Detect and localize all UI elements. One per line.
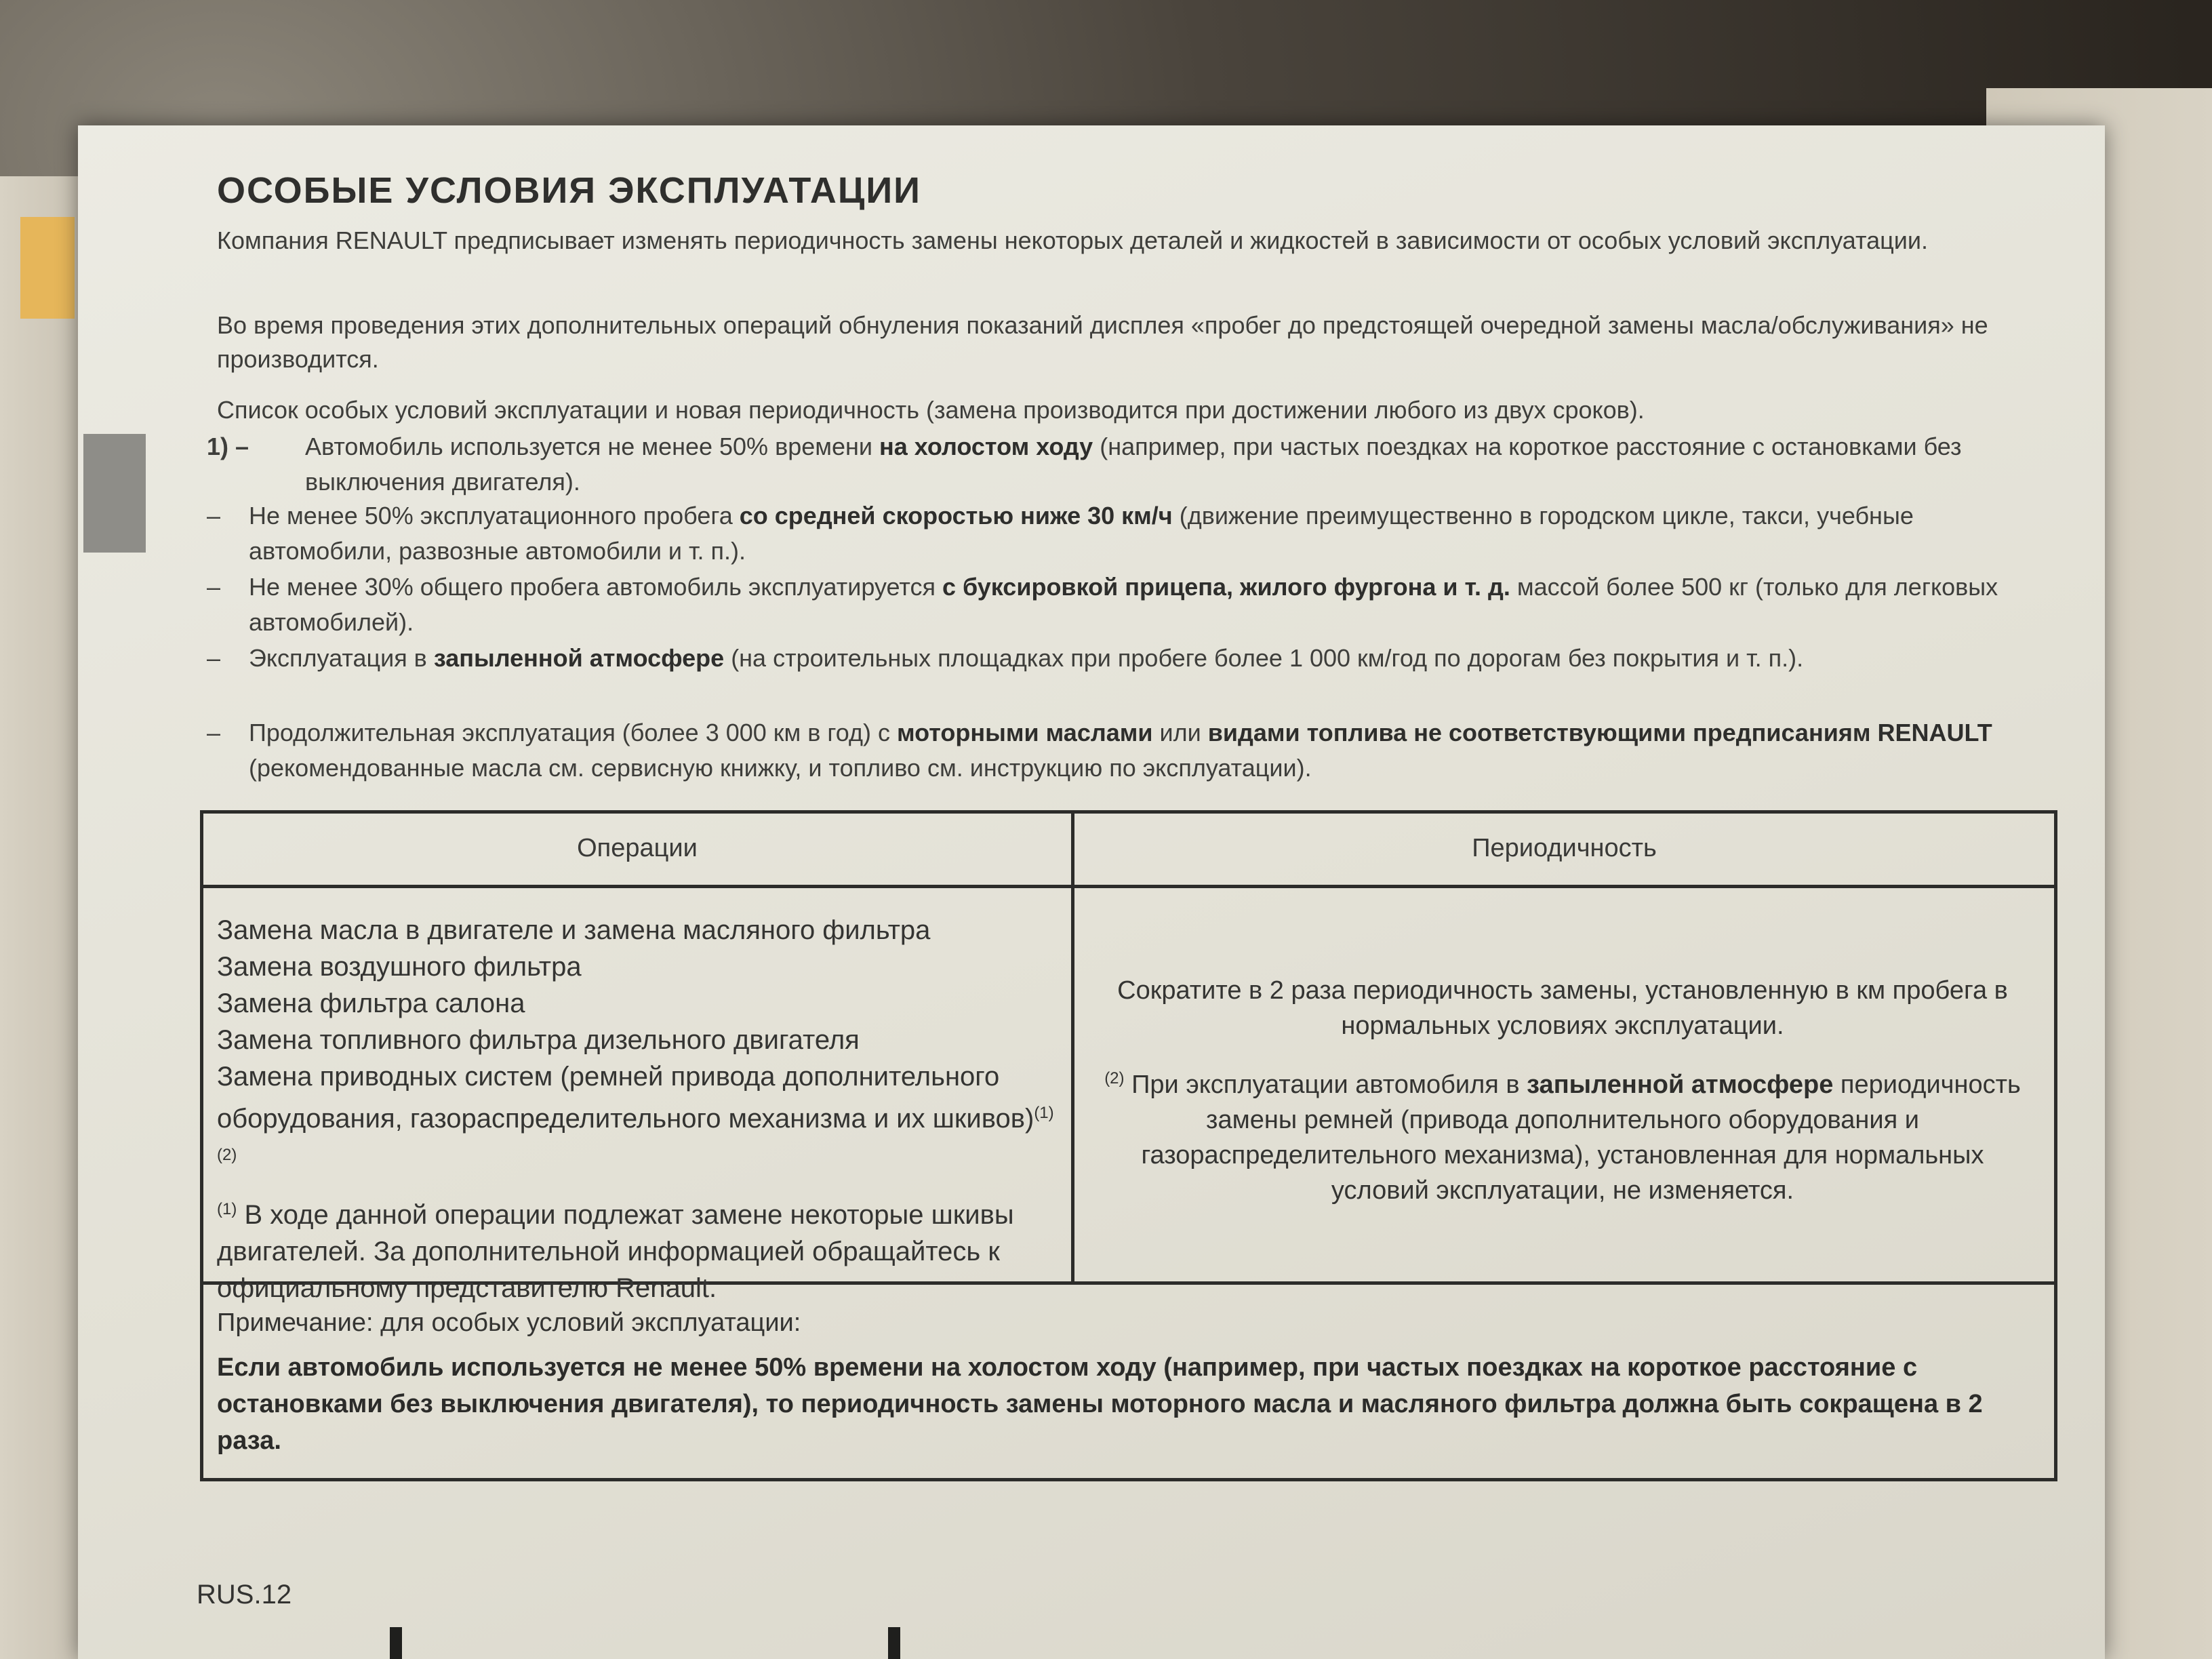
condition-text: Автомобиль используется не менее 50% времени (305, 433, 880, 460)
footnote-text: В ходе данной операции подлежат замене некоторые шкивы двигателей. За дополнительной информацией обращайтесь к официальному представителю Renault. (217, 1200, 1014, 1303)
note-body: Если автомобиль используется не менее 50% времени на холостом ходу (например, при частых поездках на короткое расстояние с остановками без выключения двигателя), то периодичность замены моторного масла и масляного фильтра должна быть сокращена в 2 раза. (217, 1353, 1983, 1455)
condition-item (207, 569, 2037, 640)
next-page-edge (78, 1627, 2105, 1659)
condition-text: (например, при частых поездках на короткое расстояние с остановками без выключения двигателя). (305, 433, 1962, 496)
condition-bold: моторными маслами (897, 719, 1153, 746)
condition-item (207, 429, 2037, 500)
condition-text: Не менее 50% эксплуатационного пробега (249, 502, 740, 529)
page-number: RUS.12 (197, 1580, 292, 1610)
note-title: Примечание: для особых условий эксплуатации: (217, 1308, 801, 1337)
section-tab (83, 434, 146, 553)
condition-bold: запыленной атмосфере (433, 644, 725, 672)
operation-item: Замена масла в двигателе и замена масляного фильтра (217, 915, 931, 945)
footnote-mark: (2) (1104, 1069, 1125, 1087)
header-periodicity: Периодичность (1472, 834, 1657, 862)
condition-item (207, 715, 2037, 786)
condition-text: Эксплуатация в (249, 644, 434, 672)
footnote-text: периодичность замены ремней (привода дополнительного оборудования и газораспределительного механизма), установленная для нормальных условий эксплуатации, не изменяется. (1141, 1071, 2021, 1205)
condition-bold: с буксировкой прицепа, жилого фургона и т. д. (942, 573, 1510, 601)
footnote-text: При эксплуатации автомобиля в (1124, 1071, 1527, 1099)
operation-item (217, 1058, 1058, 1179)
condition-bold: со средней скоростью ниже 30 км/ч (739, 502, 1173, 529)
intro-paragraph-3: Список особых условий эксплуатации и новая периодичность (замена производится при достижении любого из двух сроков). (217, 396, 1645, 424)
periodicity-cell (1091, 973, 2034, 1208)
operations-list (217, 912, 1058, 1306)
condition-marker: – (207, 644, 221, 672)
condition-text: массой более 500 кг (только для легковых автомобилей). (249, 573, 1998, 636)
condition-marker: – (207, 719, 221, 746)
condition-item (207, 641, 2037, 676)
operation-item: Замена топливного фильтра дизельного двигателя (217, 1025, 860, 1055)
table-divider (203, 885, 2054, 888)
condition-bold: на холостом ходу (879, 433, 1093, 460)
footnote-1 (217, 1191, 1058, 1306)
edge-mark (390, 1627, 402, 1659)
intro-paragraph-1: Компания RENAULT предписывает изменять периодичность замены некоторых деталей и жидкостей в зависимости от особых условий эксплуатации. (217, 226, 1928, 254)
intro-paragraph-2: Во время проведения этих дополнительных операций обнуления показаний дисплея «пробег до предстоящей очередной замены масла/обслуживания» не производится. (217, 311, 1988, 373)
footnote-mark: (1) (217, 1200, 237, 1218)
operation-item: Замена фильтра салона (217, 988, 525, 1018)
condition-marker: – (207, 573, 221, 601)
manual-page (78, 125, 2105, 1659)
operation-text: Замена приводных систем (ремней привода дополнительного оборудования, газораспределительного механизма и их шкивов) (217, 1062, 1034, 1134)
operations-table (200, 810, 2057, 1481)
footnote-bold: запыленной атмосфере (1527, 1071, 1834, 1099)
edge-mark (888, 1627, 900, 1659)
condition-text: (движение преимущественно в городском цикле, такси, учебные автомобили, развозные автомобили и т. п.). (249, 502, 1914, 565)
condition-text: или (1152, 719, 1208, 746)
condition-item (207, 498, 2037, 569)
condition-marker: 1) – (207, 433, 249, 460)
header-operations: Операции (577, 834, 698, 862)
condition-bold: видами топлива не соответствующими предписаниям RENAULT (1207, 719, 1992, 746)
yellow-tab (20, 217, 75, 319)
condition-text: Не менее 30% общего пробега автомобиль эксплуатируется (249, 573, 942, 601)
periodicity-main: Сократите в 2 раза периодичность замены, установленную в км пробега в нормальных условиях эксплуатации. (1117, 976, 2008, 1040)
footnote-2 (1091, 1061, 2034, 1208)
footnote-ref: (1) (2) (217, 1104, 1054, 1164)
condition-text: (на строительных площадках при пробеге более 1 000 км/год по дорогам без покрытия и т. п.). (724, 644, 1804, 672)
condition-text: (рекомендованные масла см. сервисную книжку, и топливо см. инструкцию по эксплуатации). (249, 754, 1312, 782)
condition-text: Продолжительная эксплуатация (более 3 000 км в год) с (249, 719, 897, 746)
page-title: ОСОБЫЕ УСЛОВИЯ ЭКСПЛУАТАЦИИ (217, 170, 921, 211)
operation-item: Замена воздушного фильтра (217, 952, 582, 982)
table-divider (1071, 814, 1074, 1281)
condition-marker: – (207, 502, 221, 529)
